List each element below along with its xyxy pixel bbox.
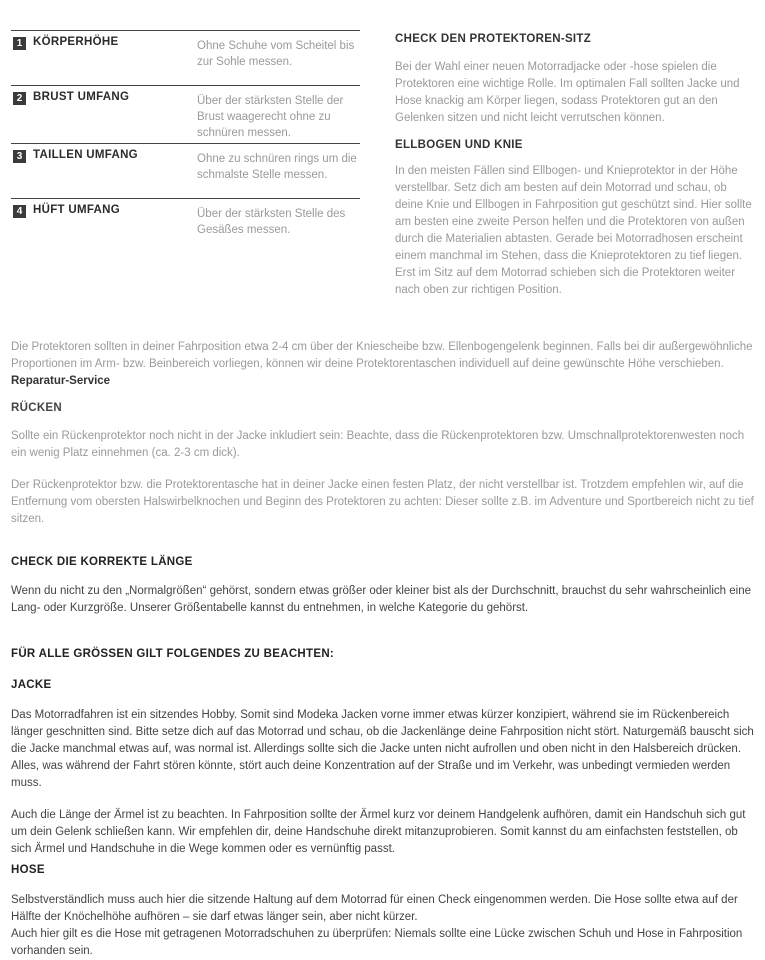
step-number-badge: 4 [13,205,26,218]
measurement-description: Ohne zu schnüren rings um die schmalste Stelle messen. [197,153,357,181]
measurement-description: Über der stärksten Stelle der Brust waagerecht ohne zu schnüren messen. [197,95,344,139]
back-text-1: Sollte ein Rückenprotektor noch nicht in der Jacke inkludiert sein: Beachte, dass die Rückenprotektoren bzw. Umschnallprotektorenwesten noch ein wenig Platz einnehmen (ca. 2-3 cm dick). [11,430,745,459]
protector-column [395,30,757,299]
all-sizes-section [11,648,756,660]
back-section [11,402,756,528]
trousers-section [11,864,756,960]
protector-note-body: Die Protektoren sollten in deiner Fahrposition etwa 2-4 cm über der Kniescheibe bzw. Ellenbogengelenk beginnen. Falls bei dir außergewöhnliche Proportionen im Arm- bzw. Beinbereich vorliegen, können wir deine Protektorentaschen individuell auf deine gewünschte Höhe verschieben. [11,341,753,370]
measurement-row [11,198,360,253]
back-text-2: Der Rückenprotektor bzw. die Protektorentasche hat in deiner Jacke einen festen Platz, der nicht verstellbar ist. Trotzdem empfehlen wir, auf die Entfernung vom obersten Halswirbelknochen und Beginn des Protektoren zu achten: Dieser sollte z.B. im Adventure und Sportbereich nicht zu tief sitzen. [11,479,754,525]
protector-note-text [11,339,756,390]
measurement-description: Ohne Schuhe vom Scheitel bis zur Sohle messen. [197,40,355,68]
all-sizes-heading: FÜR ALLE GRÖSSEN GILT FOLGENDES ZU BEACHTEN: [11,648,335,660]
measurement-label: TAILLEN UMFANG [33,149,138,161]
length-text: Wenn du nicht zu den „Normalgrößen“ gehörst, sondern etwas größer oder kleiner bist als der Durchschnitt, brauchst du sehr wahrscheinlich eine Lang- oder Kurzgröße. Unserer Größentabelle kannst du entnehmen, in welche Kategorie du gehörst. [11,585,751,614]
jacket-heading: JACKE [11,679,52,691]
measurement-label: HÜFT UMFANG [33,204,120,216]
trousers-text-2: Auch hier gilt es die Hose mit getragenen Motorradschuhen zu überprüfen: Niemals sollte eine Lücke zwischen Schuh und Hose in Fahrposition vorhanden sein. [11,928,743,957]
jacket-text-1: Das Motorradfahren ist ein sitzendes Hobby. Somit sind Modeka Jacken vorne immer etwas kürzer konzipiert, während sie im Rückenbereich länger geschnitten sind. Bitte setze dich auf das Motorrad und schau, ob die Jackenlänge deine Fahrposition nicht stört. Naturgemäß bauscht sich die Jacke manchmal etwas auf, was normal ist. Allerdings sollte sich die Jacke unten nicht aufrollen und oben nicht in den Halsbereich drücken. Alles, was während der Fahrt stören könnte, stört auch deine Konzentration auf der Straße und im Verkehr, was unbedingt vermieden werden muss. [11,709,754,789]
measurement-label: BRUST UMFANG [33,91,130,103]
repair-service-link[interactable]: Reparatur-Service [11,375,111,387]
elbow-knee-heading: ELLBOGEN UND KNIE [395,139,523,151]
jacket-text-2: Auch die Länge der Ärmel ist zu beachten. In Fahrposition sollte der Ärmel kurz vor deinem Handgelenk aufhören, damit ein Handschuh sich gut um dein Gelenk schließen kann. Wir empfehlen dir, deine Handschuhe direkt mitanzuprobieren. Somit kannst du am einfachsten feststellen, ob sich Ärmel und Handschuhe in die Wege kommen oder es vernünftig passt. [11,809,746,855]
measurement-row [11,30,360,85]
step-number-badge: 2 [13,92,26,105]
length-heading: CHECK DIE KORREKTE LÄNGE [11,556,193,568]
measurement-label: KÖRPERHÖHE [33,36,119,48]
elbow-knee-text: In den meisten Fällen sind Ellbogen- und Knieprotektor in der Höhe verstellbar. Setz dich am besten auf dein Motorrad und schau, ob deine Knie und Ellbogen in Fahrposition gut geschützt sind. Hier sollte am besten eine zweite Person helfen und die Protektoren von außen durch die Materialien abtasten. Gerade bei Motorradhosen erscheint einem manchmal im Stehen, dass die Knieprotektoren zu tief liegen. Erst im Sitz auf dem Motorrad schieben sich die Protektoren weiter nach oben zur richtigen Position. [395,165,752,296]
measurement-list [11,30,360,253]
jacket-section [11,679,756,858]
protector-note [11,339,756,390]
measurement-row [11,143,360,198]
trousers-text-1: Selbstverständlich muss auch hier die sitzende Haltung auf dem Motorrad für einen Check eingenommen werden. Die Hose sollte etwa auf der Hälfte der Knöchelhöhe aufhören – sie darf etwas länger sein, aber nicht kürzer. [11,894,738,923]
measurement-description: Über der stärksten Stelle des Gesäßes messen. [197,208,346,236]
step-number-badge: 3 [13,150,26,163]
measurement-row [11,85,360,143]
protector-fit-heading: CHECK DEN PROTEKTOREN-SITZ [395,33,592,45]
step-number-badge: 1 [13,37,26,50]
back-heading: RÜCKEN [11,402,62,414]
protector-fit-text: Bei der Wahl einer neuen Motorradjacke oder -hose spielen die Protektoren eine wichtige Rolle. Im optimalen Fall sollten Jacke und Hose knackig am Körper liegen, sodass Protektoren gut an den Gelenken sitzen und nicht leicht verrutschen können. [395,61,740,124]
length-section [11,556,756,617]
trousers-heading: HOSE [11,864,45,876]
